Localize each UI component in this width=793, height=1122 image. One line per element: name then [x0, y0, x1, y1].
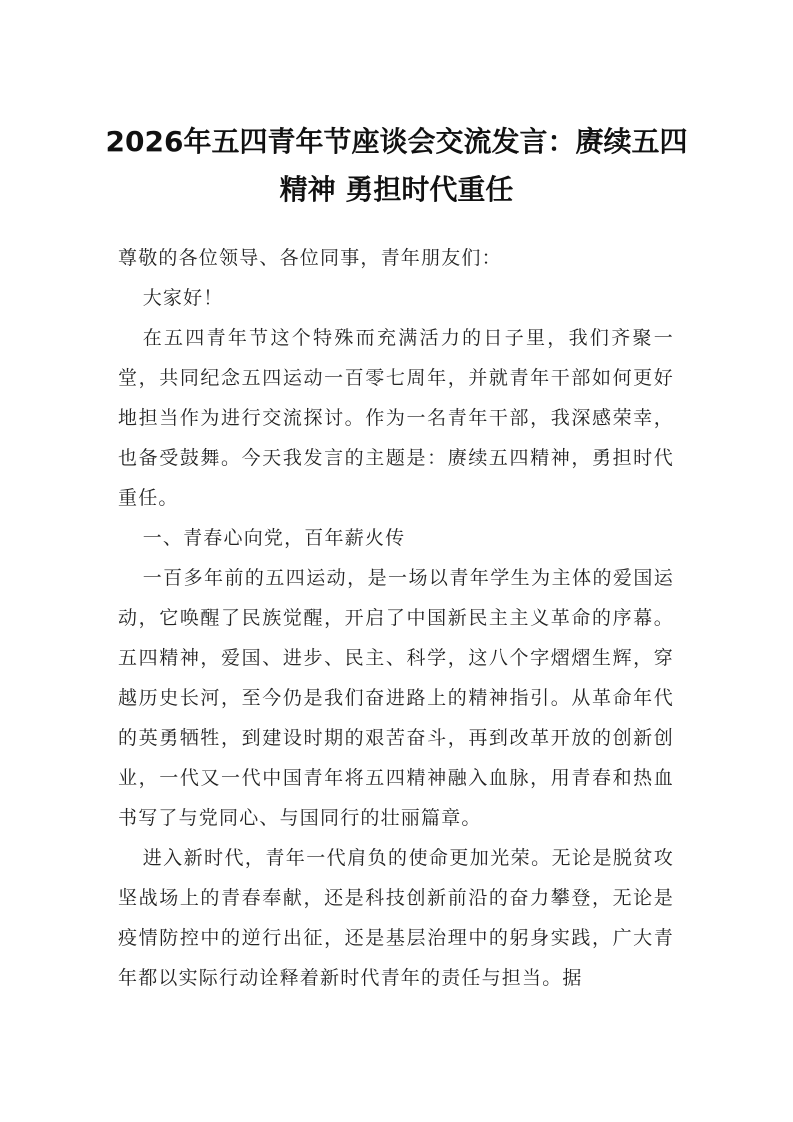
document-body [118, 238, 674, 998]
body-paragraph: 进入新时代，青年一代肩负的使命更加光荣。无论是脱贫攻坚战场上的青春奉献，还是科技创新前沿的奋力攀登，无论是疫情防控中的逆行出征，还是基层治理中的躬身实践，广大青年都以实际行动诠释着新时代青年的责任与担当。据 [118, 847, 674, 989]
greeting-paragraph: 大家好！ [142, 287, 224, 309]
salutation-paragraph: 尊敬的各位领导、各位同事，青年朋友们： [118, 247, 502, 269]
body-paragraph: 一百多年前的五四运动，是一场以青年学生为主体的爱国运动，它唤醒了民族觉醒，开启了中国新民主主义革命的序幕。五四精神，爱国、进步、民主、科学，这八个字熠熠生辉，穿越历史长河，至今仍是我们奋进路上的精神指引。从革命年代的英勇牺牲，到建设时期的艰苦奋斗，再到改革开放的创新创业，一代又一代中国青年将五四精神融入血脉，用青春和热血书写了与党同心、与国同行的壮丽篇章。 [118, 567, 674, 829]
section-heading: 一、青春心向党，百年薪火传 [142, 527, 406, 549]
document-title: 2026年五四青年节座谈会交流发言：赓续五四精神 勇担时代重任 [105, 125, 688, 206]
intro-paragraph: 在五四青年节这个特殊而充满活力的日子里，我们齐聚一堂，共同纪念五四运动一百零七周年，并就青年干部如何更好地担当作为进行交流探讨。作为一名青年干部，我深感荣幸，也备受鼓舞。今天我发言的主题是：赓续五四精神，勇担时代重任。 [118, 327, 674, 509]
